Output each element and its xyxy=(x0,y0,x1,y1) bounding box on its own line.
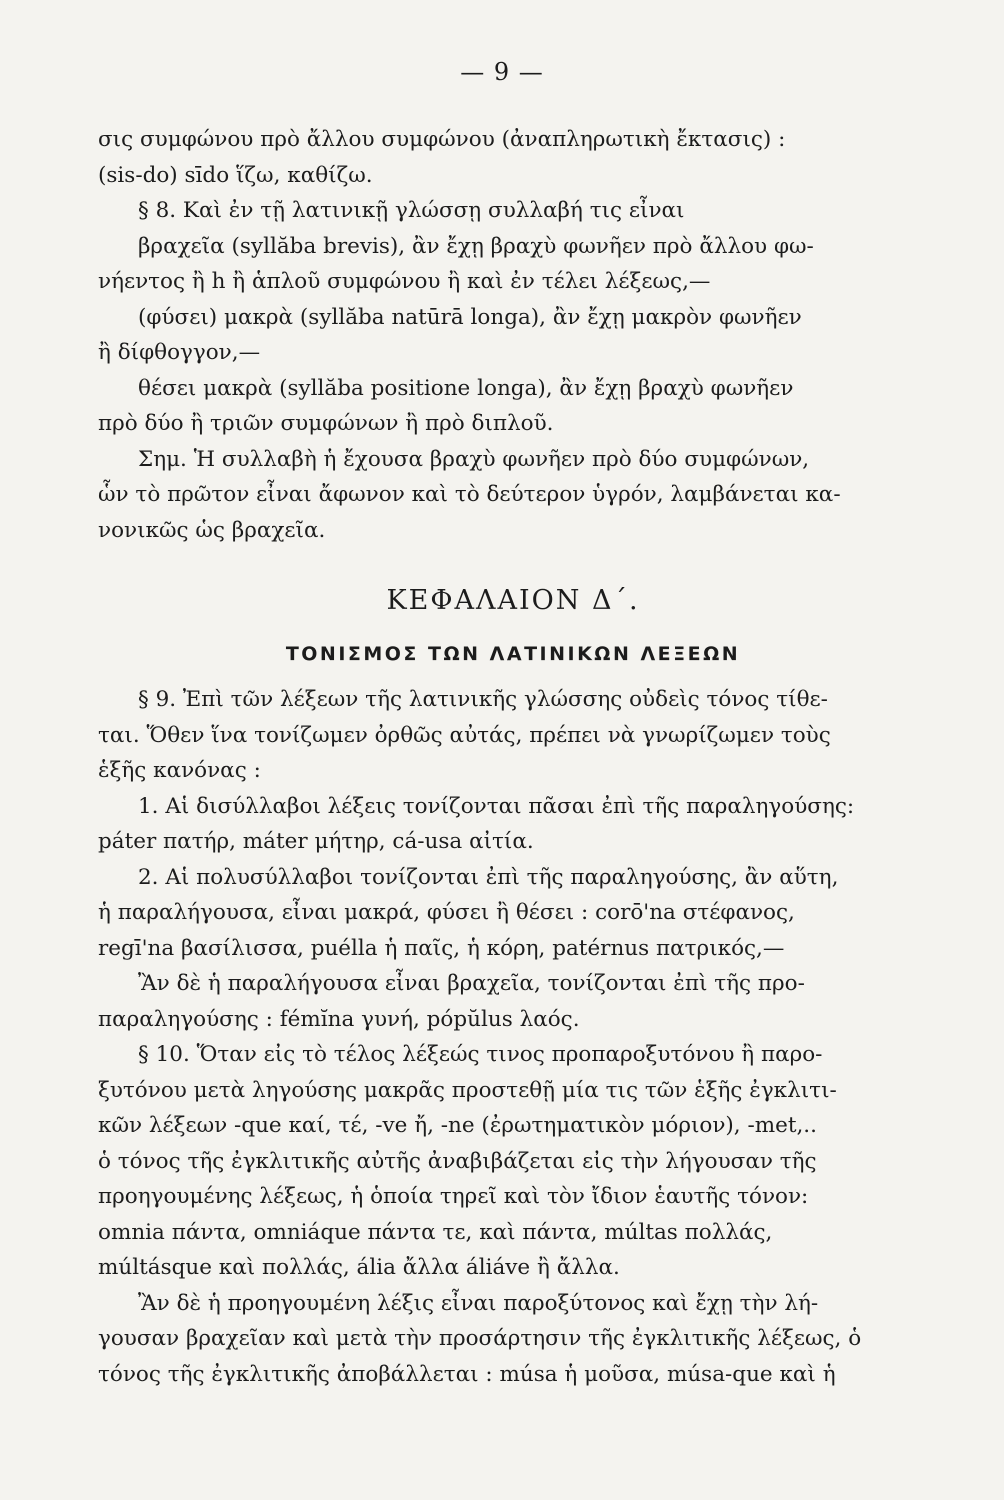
text-line: múltásque καὶ πολλάς, ália ἄλλα áliáve ἢ ἄλλα. xyxy=(98,1255,620,1280)
text-line: τόνος τῆς ἐγκλιτικῆς ἀποβάλλεται : músa ἡ μοῦσα, músa-que καὶ ἡ xyxy=(98,1361,836,1387)
page-number: — 9 — xyxy=(460,58,544,86)
text-line: θέσει μακρὰ (syllăba positione longa), ἂν ἔχῃ βραχὺ φωνῆεν xyxy=(138,375,794,401)
paragraph-section-8 xyxy=(98,193,928,442)
text-line: ὁ τόνος τῆς ἐγκλιτικῆς αὐτῆς ἀναβιβάζεται εἰς τὴν λήγουσαν τῆς xyxy=(98,1148,817,1174)
text-line: 1. Αἱ δισύλλαβοι λέξεις τονίζονται πᾶσαι ἐπὶ τῆς παραληγούσης: xyxy=(138,793,855,819)
text-line: Ἂν δὲ ἡ προηγουμένη λέξις εἶναι παροξύτονος καὶ ἔχῃ τὴν λή- xyxy=(138,1290,819,1316)
text-line: (φύσει) μακρὰ (syllăba natūrā longa), ἂν ἔχῃ μακρὸν φωνῆεν xyxy=(138,304,802,330)
body-text xyxy=(98,122,928,1392)
text-line: ἡ παραλήγουσα, εἶναι μακρά, φύσει ἢ θέσει : corō'na στέφανος, xyxy=(98,900,795,925)
rule-2 xyxy=(98,860,928,1038)
text-line: Σημ. Ἡ συλλαβὴ ἡ ἔχουσα βραχὺ φωνῆεν πρὸ δύο συμφώνων, xyxy=(138,446,810,472)
text-line: βραχεῖα (syllăba brevis), ἂν ἔχῃ βραχὺ φωνῆεν πρὸ ἄλλου φω- xyxy=(138,233,814,259)
text-line: (sis-do) sīdo ἵζω, καθίζω. xyxy=(98,162,373,188)
text-line: σις συμφώνου πρὸ ἄλλου συμφώνου (ἀναπληρωτικὴ ἔκτασις) : xyxy=(98,127,786,152)
paragraph-note xyxy=(98,442,928,549)
text-line: ται. Ὅθεν ἵνα τονίζωμεν ὀρθῶς αὐτάς, πρέπει νὰ γνωρίζωμεν τοὺς xyxy=(98,722,831,748)
text-line: § 9. Ἐπὶ τῶν λέξεων τῆς λατινικῆς γλώσσης οὐδεὶς τόνος τίθε- xyxy=(138,687,828,712)
text-line: νονικῶς ὡς βραχεῖα. xyxy=(98,517,326,543)
text-line: 2. Αἱ πολυσύλλαβοι τονίζονται ἐπὶ τῆς παραληγούσης, ἂν αὕτη, xyxy=(138,864,839,890)
paragraph-section-10 xyxy=(98,1037,928,1286)
text-line: ὧν τὸ πρῶτον εἶναι ἄφωνον καὶ τὸ δεύτερον ὑγρόν, λαμβάνεται κα- xyxy=(98,482,841,507)
paragraph-last xyxy=(98,1286,928,1393)
paragraph-top xyxy=(98,122,928,193)
text-line: regī'na βασίλισσα, puélla ἡ παῖς, ἡ κόρη, patérnus πατρικός,— xyxy=(98,935,785,961)
text-line: omnia πάντα, omniáque πάντα τε, καὶ πάντα, múltas πολλάς, xyxy=(98,1219,773,1245)
text-line: κῶν λέξεων -que καί, τέ, -ve ἤ, -ne (ἐρωτηματικὸν μόριον), -met,.. xyxy=(98,1113,817,1138)
text-line: § 8. Καὶ ἐν τῇ λατινικῇ γλώσσῃ συλλαβή τις εἶναι xyxy=(138,198,685,223)
text-line: νήεντος ἢ h ἢ ἁπλοῦ συμφώνου ἢ καὶ ἐν τέλει λέξεως,— xyxy=(98,269,711,294)
text-line: παραληγούσης : fémĭna γυνή, pópŭlus λαός. xyxy=(98,1006,580,1032)
text-line: γουσαν βραχεῖαν καὶ μετὰ τὴν προσάρτησιν τῆς ἐγκλιτικῆς λέξεως, ὁ xyxy=(98,1326,862,1351)
text-line: § 10. Ὅταν εἰς τὸ τέλος λέξεώς τινος προπαροξυτόνου ἢ παρο- xyxy=(138,1042,823,1067)
text-line: πρὸ δύο ἢ τριῶν συμφώνων ἢ πρὸ διπλοῦ. xyxy=(98,411,554,436)
text-line: páter πατήρ, máter μήτηρ, cá-usa αἰτία. xyxy=(98,829,534,854)
text-line: προηγουμένης λέξεως, ἡ ὁποία τηρεῖ καὶ τὸν ἴδιον ἑαυτῆς τόνον: xyxy=(98,1184,809,1209)
section-heading: ΤΟΝΙΣΜΟΣ ΤΩΝ ΛΑΤΙΝΙΚΩΝ ΛΕΞΕΩΝ xyxy=(285,643,741,665)
text-line: Ἂν δὲ ἡ παραλήγουσα εἶναι βραχεῖα, τονίζονται ἐπὶ τῆς προ- xyxy=(138,971,805,996)
rule-1 xyxy=(98,789,928,860)
text-line: ἑξῆς κανόνας : xyxy=(98,758,261,783)
paragraph-section-9 xyxy=(98,682,928,789)
text-line: ξυτόνου μετὰ ληγούσης μακρᾶς προστεθῇ μία τις τῶν ἑξῆς ἐγκλιτι- xyxy=(98,1077,837,1103)
chapter-title: ΚΕΦΑΛΑΙΟΝ Δ΄. xyxy=(386,585,640,616)
text-line: ἢ δίφθογγον,— xyxy=(98,340,261,365)
